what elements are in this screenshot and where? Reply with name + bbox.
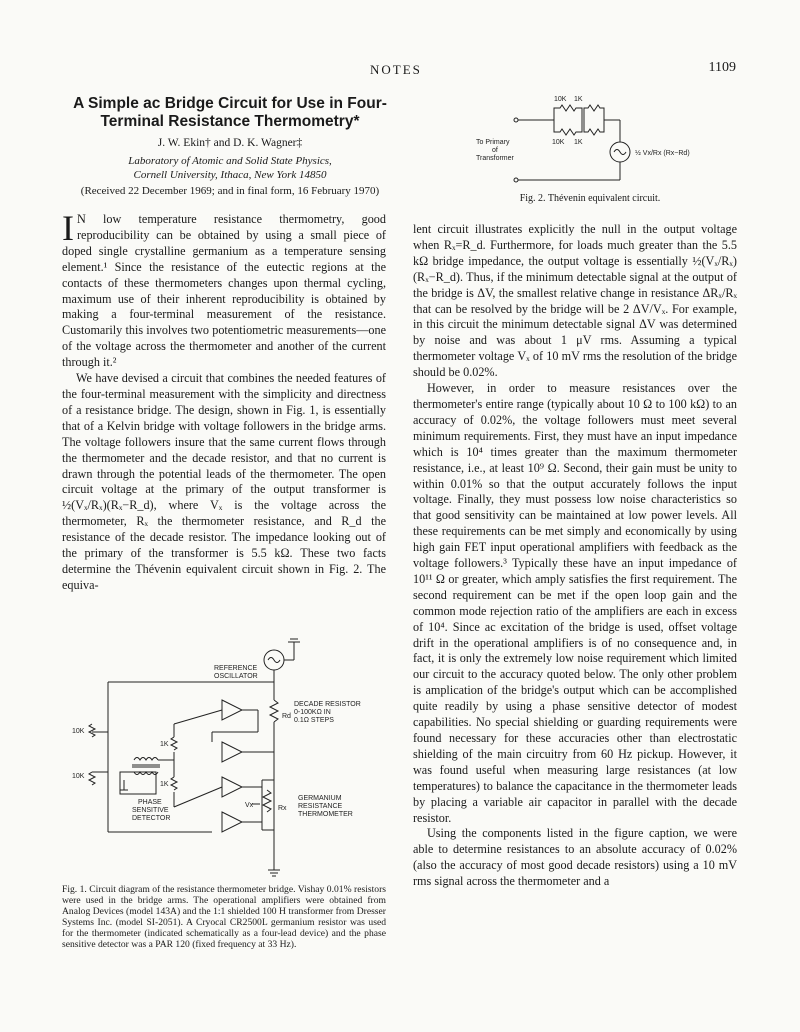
decade-resistor-label: 0-100KΩ IN bbox=[294, 709, 331, 716]
psd-label: DETECTOR bbox=[132, 815, 171, 822]
fig2-1k-label: 1K bbox=[574, 139, 583, 146]
decade-resistor-label: DECADE RESISTOR bbox=[294, 701, 361, 708]
paragraph-text: N low temperature resistance thermometry, good reproducibility can be obtained by using a small piece of doped single crystalline germanium as a temperature sensing element.¹ Since the resistance of the eutectic regions at the contacts of these thermometers changes upon thermal cycling, maximum use of their inherent reproducibility is obtained by making a four-terminal measurement of the resistance. Customarily this involves two potentiometric measurements—one of the voltage across the thermometer and another of the current through it.² bbox=[62, 212, 386, 370]
reference-oscillator-label: OSCILLATOR bbox=[214, 673, 258, 680]
paragraph: lent circuit illustrates explicitly the null in the output voltage when Rₓ=R_d. Furthermore, for loads much greater than the 5.5 kΩ bridge impedance, the output voltage is essentially ½(Vₓ/Rₓ)(Rₓ−R_d). Thus, if the minimum detectable signal at the output of the bridge is ΔV, the smallest relative change in resistance ΔRₓ/Rₓ that can be resolved by the bridge will be 2 ΔV/Vₓ. For example, in this circuit the minimum detectable signal ΔV was determined by noise and was about 1 μV rms. Assuming a typical thermometer voltage Vₓ of 10 mV rms the resolution of the bridge should be 0.02%. bbox=[413, 222, 737, 380]
right-column-text bbox=[413, 222, 737, 890]
article-affiliation bbox=[62, 154, 398, 182]
fig2-1k-label: 1K bbox=[574, 96, 583, 103]
article-title: A Simple ac Bridge Circuit for Use in Four-Terminal Resistance Thermometry* bbox=[73, 95, 387, 130]
psd-label: SENSITIVE bbox=[132, 807, 169, 814]
left-column-text bbox=[62, 208, 386, 594]
figure-2-equivalent-circuit bbox=[470, 92, 730, 190]
affiliation-line-2: Cornell University, Ithaca, New York 14850 bbox=[133, 169, 327, 181]
germanium-label: GERMANIUM bbox=[298, 795, 342, 802]
decade-resistor-label: 0.1Ω STEPS bbox=[294, 717, 334, 724]
resistor-1k-label: 1K bbox=[160, 741, 169, 748]
drop-cap: I bbox=[62, 208, 74, 248]
resistor-10k-label: 10K bbox=[72, 773, 85, 780]
paragraph: However, in order to measure resistances over the thermometer's entire range (typically about 10 Ω to 100 kΩ) to an accuracy of 0.02%, the voltage followers must meet several minimum requirements. First, they must have an input impedance which is 10⁴ times greater than the maximum thermometer resistance, i.e., at least 10⁹ Ω. Second, their gain must be unity to within 0.01% so that the output accurately follows the input voltage. Finally, they must possess low noise characteristics so that good sensitivity can be maintained at low power levels. All these requirements can be met simply and economically by using high gain FET input operational amplifiers with feedback as the voltage followers.³ Typically these have an input impedance of 10¹¹ Ω or greater, which amply satisfies the first requirement. The second requirement can be met if the open loop gain and the common mode rejection ratio of the amplifiers are each in excess of 10⁴. Since ac excitation of the bridge is used, offset voltage drift in the operational amplifiers is of no consequence and, in fact, it is only the extremely low noise requirement which limited our circuit to the accuracy quoted below. The only other problem is amplication of the bridge's output which can be accomplished quite readily by using a phase sensitive detector of modest capabilities. No special shielding or guarding requirements were found necessary for these accuracies other than electrostatic shielding of the main circuitry from 60 Hz pickup. However, it was found useful when measuring large resistances (at low temperatures) to balance the capacitance in the thermometer leads by placing a variable air capacitor in parallel with the decade resistor. bbox=[413, 381, 737, 825]
fig2-10k-label: 10K bbox=[552, 139, 565, 146]
reference-oscillator-label: REFERENCE bbox=[214, 665, 258, 672]
to-primary-label: To Primary bbox=[476, 139, 510, 146]
vx-label: Vx bbox=[245, 802, 254, 809]
rx-label: Rx bbox=[278, 805, 287, 812]
paragraph: We have devised a circuit that combines the needed features of the four-terminal measurement with the simplicity and directness of a resistance bridge. The design, shown in Fig. 1, is essentially that of a Kelvin bridge with voltage followers in the bridge arms. The voltage followers insure that the same current flows through the thermometer and the decade resistor, and that no current is drawn through the potential leads of the thermometer. The open circuit voltage at the primary of the output transformer is ½(Vₓ/Rₓ)(Rₓ−R_d), where Vₓ is the voltage across the thermometer, Rₓ the thermometer resistance, and R_d the resistance of the decade resistor. The impedance looking out of the primary of the transformer is 5.5 kΩ. These two facts determine the Thévenin equivalent circuit shown in Fig. 2. The equiva- bbox=[62, 371, 386, 592]
germanium-label: RESISTANCE bbox=[298, 803, 343, 810]
paragraph: Using the components listed in the figure caption, we were able to determine resistances to an absolute accuracy of 0.02% (also the accuracy of most good decade resistors) using a 10 mV rms signal across the thermometer and a bbox=[413, 826, 737, 889]
figure-2-caption: Fig. 2. Thévenin equivalent circuit. bbox=[519, 193, 661, 204]
resistor-10k-label: 10K bbox=[72, 728, 85, 735]
figure-1-circuit-diagram bbox=[62, 632, 386, 878]
resistor-1k-label: 1K bbox=[160, 781, 169, 788]
source-expression: ½ Vx/Rx (Rx−Rd) bbox=[635, 150, 690, 157]
to-primary-label: Transformer bbox=[476, 155, 514, 162]
affiliation-line-1: Laboratory of Atomic and Solid State Physics, bbox=[128, 155, 332, 167]
running-head: NOTES bbox=[370, 62, 422, 77]
figure-1-caption: Fig. 1. Circuit diagram of the resistance thermometer bridge. Vishay 0.01% resistors were used in the bridge arms. The operational amplifiers were obtained from Analog Devices (model 143A) and the 1:1 shielded 100 H transformer from Dresser Systems Inc. (model SI-2051). A Cryocal CR2500L germanium resistor was used for the thermometer (indicated schematically as a four-lead device) and the phase sensitive detector was a PAR 120 (fixed frequency at 33 Hz). bbox=[62, 884, 386, 950]
paragraph bbox=[62, 208, 386, 371]
page-number: 1109 bbox=[708, 60, 736, 75]
received-date: (Received 22 December 1969; and in final form, 16 February 1970) bbox=[80, 185, 380, 197]
germanium-label: THERMOMETER bbox=[298, 811, 353, 818]
rd-label: Rd bbox=[282, 713, 291, 720]
psd-label: PHASE bbox=[138, 799, 162, 806]
to-primary-label: of bbox=[492, 147, 498, 154]
article-authors: J. W. Ekin† and D. K. Wagner‡ bbox=[157, 137, 303, 149]
fig2-10k-label: 10K bbox=[554, 96, 567, 103]
